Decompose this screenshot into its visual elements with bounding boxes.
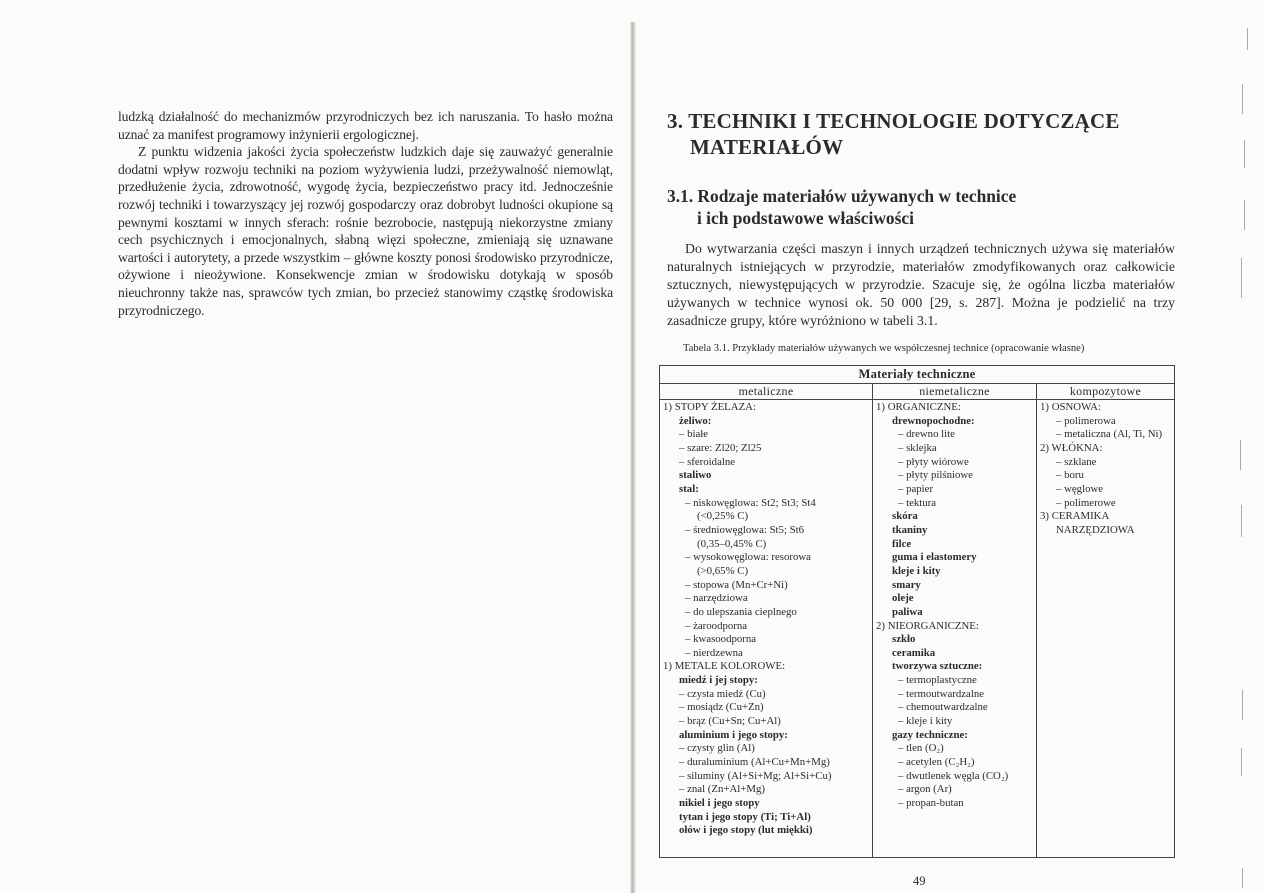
table-cell-item: – do ulepszania cieplnego: [685, 605, 797, 618]
table-cell-item: – termoplastyczne: [898, 674, 977, 687]
table-cell-item: – chemoutwardzalne: [898, 701, 988, 714]
table-cell-item: – płyty pilśniowe: [898, 469, 973, 482]
page-number: 49: [913, 874, 926, 888]
section-title: [667, 185, 1016, 229]
table-cell-item: – węglowe: [1056, 482, 1104, 495]
table-cell-item: – kleje i kity: [898, 715, 953, 728]
table-cell-item: nikiel i jego stopy: [679, 797, 760, 810]
chapter-title: [667, 108, 1177, 160]
table-columns: [660, 384, 1174, 858]
column-header-nonmetallic: niemetaliczne: [873, 384, 1036, 400]
table-cell-item: 2) NIEORGANICZNE:: [876, 619, 979, 632]
table-cell-item: – mosiądz (Cu+Zn): [679, 701, 764, 714]
table-cell-item: – szklane: [1056, 455, 1097, 468]
table-cell-item: – metaliczna (Al, Ti, Ni): [1056, 428, 1163, 441]
scan-edge-mark: [1244, 140, 1245, 168]
section-title-line-2: i ich podstawowe właściwości: [697, 208, 914, 228]
right-page: [667, 108, 1177, 354]
column-header-composite: kompozytowe: [1037, 384, 1174, 400]
table-cell-item: drewnopochodne:: [892, 414, 975, 427]
table-cell-item: 1) ORGANICZNE:: [876, 401, 961, 413]
table-cell-item: – drewno lite: [898, 428, 955, 441]
scan-edge-mark: [1241, 505, 1242, 537]
table-cell-item: – niskowęglowa: St2; St3; St4: [685, 496, 816, 509]
column-metallic: [660, 384, 873, 858]
table-title: Materiały techniczne: [660, 366, 1174, 384]
table-cell-item: 1) STOPY ŻELAZA:: [663, 401, 756, 413]
table-cell-item: kleje i kity: [892, 564, 941, 577]
table-cell-item: tworzywa sztuczne:: [892, 660, 983, 673]
scan-edge-mark: [1242, 84, 1243, 114]
table-cell-item: ołów i jego stopy (lut miękki): [679, 824, 813, 837]
chapter-title-line-1: 3. TECHNIKI I TECHNOLOGIE DOTYCZĄCE: [667, 109, 1120, 133]
left-paragraph-2: Z punktu widzenia jakości życia społeczeństw ludzkich daje się zauważyć generalnie dodatni wpływ rozwoju techniki na poziom wyżywienia ludzi, przeżywalność niemowląt, przedłużenie życia, zdrowotność, wygodę życia, bezpieczeństwo pracy itd. Jednocześnie rozwój techniki i towarzyszący jej rozwój gospodarczy oraz dobrobyt ludności okupione są pewnymi kosztami w innych sferach: rośnie bezrobocie, następują niekorzystne zmiany cech psychicznych i emocjonalnych, słabną więzi społeczne, zmieniają się uznawane wartości i autorytety, a przede wszystkim – główne koszty ponosi środowisko przyrodnicze, ożywione i nieożywione. Konsekwencje zmian w środowisku dotykają w sposób nieuchronny także nas, sprawców tych zmian, bo przecież stanowimy cząstkę środowiska przyrodniczego.: [118, 144, 613, 318]
left-page: [118, 108, 613, 319]
table-cell-item: – termoutwardzalne: [898, 687, 985, 700]
scan-edge-mark: [1244, 200, 1245, 230]
table-cell-item: – kwasoodporna: [685, 633, 757, 646]
table-cell-item: tkaniny: [892, 523, 928, 536]
table-cell-item: guma i elastomery: [892, 551, 977, 564]
table-cell-item: filce: [892, 537, 912, 550]
scan-edge-mark: [1247, 28, 1248, 50]
table-cell-item: – polimerowe: [1056, 496, 1116, 509]
table-cell-item: ceramika: [892, 646, 936, 659]
table-cell-item: – argon (Ar): [898, 783, 952, 796]
table-cell-item: – brąz (Cu+Sn; Cu+Al): [679, 715, 781, 728]
table-caption: Tabela 3.1. Przykłady materiałów używanych we współczesnej technice (opracowanie własne): [683, 343, 1085, 354]
scan-edge-mark: [1241, 748, 1242, 776]
section-title-line-1: 3.1. Rodzaje materiałów używanych w technice: [667, 186, 1017, 206]
table-cell-item: (<0,25% C): [697, 510, 749, 523]
table-cell-item: tytan i jego stopy (Ti; Ti+Al): [679, 810, 811, 823]
table-cell-item: – papier: [898, 482, 934, 495]
table-cell-item: 1) OSNOWA:: [1040, 401, 1101, 413]
table-cell-item: staliwo: [679, 469, 712, 482]
table-cell-item: – średniowęglowa: St5; St6: [685, 523, 805, 536]
table-cell-item: – tlen (O₂): [898, 742, 944, 755]
column-items-nonmetallic: [873, 400, 1036, 811]
table-cell-item: (>0,65% C): [697, 564, 749, 577]
column-nonmetallic: [873, 384, 1037, 858]
table-cell-item: – polimerowa: [1056, 414, 1116, 427]
table-cell-item: 3) CERAMIKA: [1040, 510, 1110, 523]
table-cell-item: – tektura: [898, 496, 937, 509]
table-cell-item: skóra: [892, 510, 918, 523]
table-cell-item: – wysokowęglowa: resorowa: [685, 551, 811, 564]
table-cell-item: NARZĘDZIOWA: [1056, 523, 1135, 536]
column-items-composite: [1037, 400, 1174, 538]
table-cell-item: szkło: [892, 633, 916, 646]
table-cell-item: – znal (Zn+Al+Mg): [679, 783, 765, 796]
left-paragraph-1: ludzką działalność do mechanizmów przyrodniczych bez ich naruszania. To hasło można uznać za manifest programowy inżynierii ergologicznej.: [118, 109, 613, 142]
table-cell-item: – propan-butan: [898, 797, 964, 810]
column-items-metallic: [660, 400, 872, 838]
intro-paragraph: Do wytwarzania części maszyn i innych urządzeń technicznych używa się materiałów naturalnych istniejących w przyrodzie, materiałów zmodyfikowanych oraz całkowicie sztucznych, niewystępujących w przyrodzie. Szacuje się, że ogólna liczba materiałów używanych w technice wynosi ok. 50 000 [29, s. 287]. Można je podzielić na trzy zasadnicze grupy, które wyróżniono w tabeli 3.1.: [667, 241, 1175, 328]
materials-table: [659, 365, 1175, 858]
table-cell-item: 2) WŁÓKNA:: [1040, 441, 1103, 454]
scan-edge-mark: [1242, 868, 1243, 888]
table-cell-item: (0,35–0,45% C): [697, 537, 767, 550]
table-cell-item: paliwa: [892, 605, 923, 618]
scan-edge-mark: [1240, 440, 1241, 470]
table-cell-item: smary: [892, 578, 921, 591]
table-cell-item: – nierdzewna: [685, 646, 743, 659]
table-cell-item: – narzędziowa: [685, 592, 748, 605]
table-cell-item: – stopowa (Mn+Cr+Ni): [685, 578, 788, 591]
table-cell-item: – duraluminium (Al+Cu+Mn+Mg): [679, 756, 830, 769]
table-cell-item: oleje: [892, 592, 914, 605]
table-cell-item: 1) METALE KOLOROWE:: [663, 660, 786, 673]
table-cell-item: – czysta miedź (Cu): [679, 687, 766, 700]
table-cell-item: – dwutlenek węgla (CO₂): [898, 769, 1009, 782]
table-cell-item: miedź i jej stopy:: [679, 674, 758, 687]
table-cell-item: – płyty wiórowe: [898, 455, 969, 468]
table-cell-item: – czysty glin (Al): [679, 742, 755, 755]
chapter-title-line-2: MATERIAŁÓW: [690, 135, 844, 159]
table-cell-item: – sklejka: [898, 441, 937, 454]
table-cell-item: – acetylen (C₂H₂): [898, 756, 975, 769]
table-cell-item: stal:: [679, 482, 699, 495]
table-cell-item: – białe: [679, 428, 709, 441]
table-cell-item: – sferoidalne: [679, 455, 736, 468]
table-cell-item: – żaroodporna: [685, 619, 748, 632]
table-cell-item: – boru: [1056, 469, 1084, 482]
table-cell-item: żeliwo:: [679, 414, 712, 427]
table-cell-item: – szare: Zl20; Zl25: [679, 441, 762, 454]
table-cell-item: aluminium i jego stopy:: [679, 728, 788, 741]
book-gutter: [630, 22, 636, 893]
table-cell-item: – siluminy (Al+Si+Mg; Al+Si+Cu): [679, 769, 832, 782]
scan-edge-mark: [1241, 258, 1242, 298]
scan-edge-mark: [1242, 690, 1243, 720]
table-cell-item: gazy techniczne:: [892, 728, 968, 741]
column-header-metallic: metaliczne: [660, 384, 872, 400]
column-composite: [1037, 384, 1174, 858]
